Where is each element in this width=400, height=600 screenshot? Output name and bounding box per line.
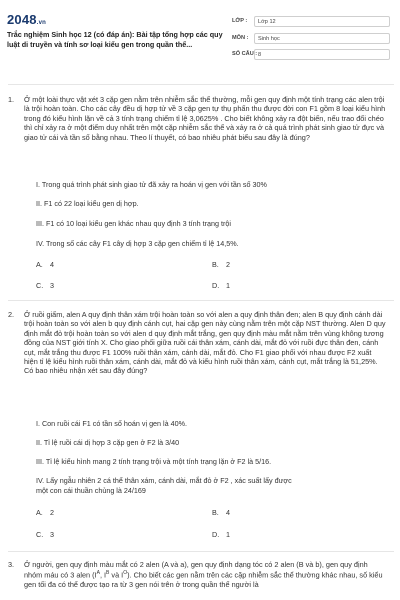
question-divider [8,551,394,552]
statement-4: IV. Trong số các cây F1 cây dị hợp 3 cặp gen chiếm tỉ lệ 14,5%. [36,239,239,248]
question-stem: Ở ruồi giấm, alen A quy định thân xám trội hoàn toàn so với alen a quy định thân đen; alen B quy định cánh dài trội hoàn toàn so với alen b quy định cánh cụt, hai cặp gen này cùng nằm trên một cặp NST thường. Alen D quy định mắt đỏ trội hoàn toàn so với alen d quy định mắt trắng, gen quy định màu mắt nằm trên vùng không tương đồng của NST giới tính X. Cho giao phối giữa ruồi cái thân xám, cánh dài, mắt đỏ với ruồi đực thân đen, cánh cụt, mắt trắng thu được F1 100% ruồi thân xám, cánh dài, mắt đỏ. Cho F1 giao phối với nhau được F2 xuất hiện tỉ lệ kiểu hình ruồi thân xám, cánh dài, mắt đỏ và kiểu hình ruồi thân xám, cánh cụt, mắt trắng là 51,25%. Có bao nhiêu nhận xét sau đây đúng? [24,310,386,376]
meta-count-value: 8 [254,49,390,60]
option-d[interactable] [212,281,230,290]
option-text: 3 [50,281,54,290]
logo-suffix: .vn [36,20,47,26]
stem-part-4: ). Cho biết các gen nằm trên các cặp nhiễm sắc thể thường khác nhau, số kiểu gen tối đa có thể được tạo ra từ 3 gen nói trên ở trong quần thể người là [24,570,383,590]
question-number: 2. [8,310,15,319]
document-title: Trắc nghiệm Sinh học 12 (có đáp án): Bài tập tổng hợp các quy luật di truyền và tính sơ loại kiểu gen trong quần thể... [7,30,223,49]
option-key: C. [36,530,44,539]
allele-b-superscript: B [106,570,110,577]
meta-count-label: SỐ CÂU : [232,51,258,57]
logo-text: 2048 [7,12,37,27]
option-key: B. [212,260,219,269]
option-a[interactable] [36,508,54,517]
site-logo[interactable] [7,12,46,27]
statement-1: I. Con ruồi cái F1 có tần số hoán vị gen là 40%. [36,419,188,428]
statement-4-continued: một con cái thuần chủng là 24/169 [36,486,146,495]
option-a[interactable] [36,260,54,269]
option-text: 4 [226,508,230,517]
option-text: 4 [50,260,54,269]
question-number: 1. [8,95,15,104]
stem-part-3: và I [109,570,124,580]
allele-o-superscript: O [123,570,128,577]
option-b[interactable] [212,508,230,517]
option-d[interactable] [212,530,230,539]
statement-3: III. F1 có 10 loại kiểu gen khác nhau quy định 3 tính trạng trội [36,219,231,228]
meta-subject-label: MÔN : [232,35,249,41]
option-text: 2 [226,260,230,269]
allele-a-superscript: A [96,570,100,577]
stem-part-1: Ở người, gen quy định màu mắt có 2 alen (A và a), gen quy định dạng tóc có 2 alen (B và b), gen quy định nhóm máu có 3 alen (I [24,560,368,580]
option-text: 1 [226,281,230,290]
meta-subject [232,33,392,47]
statement-3: III. Tỉ lệ kiểu hình mang 2 tính trạng trội và một tính trạng lặn ở F2 là 5/16. [36,457,272,466]
meta-question-count [232,49,392,63]
question-stem [24,560,386,590]
option-text: 1 [226,530,230,539]
meta-class-label: LỚP : [232,18,248,24]
option-key: D. [212,530,220,539]
header-divider [8,84,394,85]
option-key: D. [212,281,220,290]
question-stem: Ở một loài thực vật xét 3 cặp gen nằm trên nhiễm sắc thể thường, mỗi gen quy định một tính trạng các alen trội là trội hoàn toàn. Cho các cây đều dị hợp tử về 3 cặp gen tự thụ phấn thu được đời con F1 gồm 8 loại kiểu hình trong đó kiểu hình lặn về cả 3 tính trạng chiếm tỉ lệ 3,0625% . Cho biết không xảy ra đột biến, nếu trao đổi chéo thì chỉ xảy ra ở một điểm duy nhất trên một cặp nhiễm sắc thể và xảy ra ở cả quá trình phát sinh giao tử đực và giao tử cái và tần số bằng nhau. Theo lí thuyết, có bao nhiêu phát biểu sau đây là đúng? [24,95,386,142]
statement-2: II. Tỉ lệ ruồi cái dị hợp 3 cặp gen ở F2 là 3/40 [36,438,180,447]
option-key: A. [36,508,43,517]
question-number: 3. [8,560,15,569]
option-key: B. [212,508,219,517]
option-key: A. [36,260,43,269]
meta-subject-value: Sinh học [254,33,390,44]
page-header [0,0,400,80]
question-1 [8,95,394,165]
statement-1: I. Trong quá trình phát sinh giao tử đã xảy ra hoán vị gen với tần số 30% [36,180,267,189]
question-2 [8,310,394,404]
option-text: 2 [50,508,54,517]
question-3 [8,560,394,600]
statement-4: IV. Lấy ngẫu nhiên 2 cá thể thân xám, cánh dài, mắt đỏ ở F2 , xác suất lấy được [36,476,292,485]
statement-2: II. F1 có 22 loại kiểu gen dị hợp. [36,199,139,208]
meta-class [232,16,392,30]
option-key: C. [36,281,44,290]
option-c[interactable] [36,530,54,539]
question-divider [8,300,394,301]
option-text: 3 [50,530,54,539]
option-c[interactable] [36,281,54,290]
stem-part-2: , I [99,570,107,580]
meta-class-value: Lớp 12 [254,16,390,27]
option-b[interactable] [212,260,230,269]
